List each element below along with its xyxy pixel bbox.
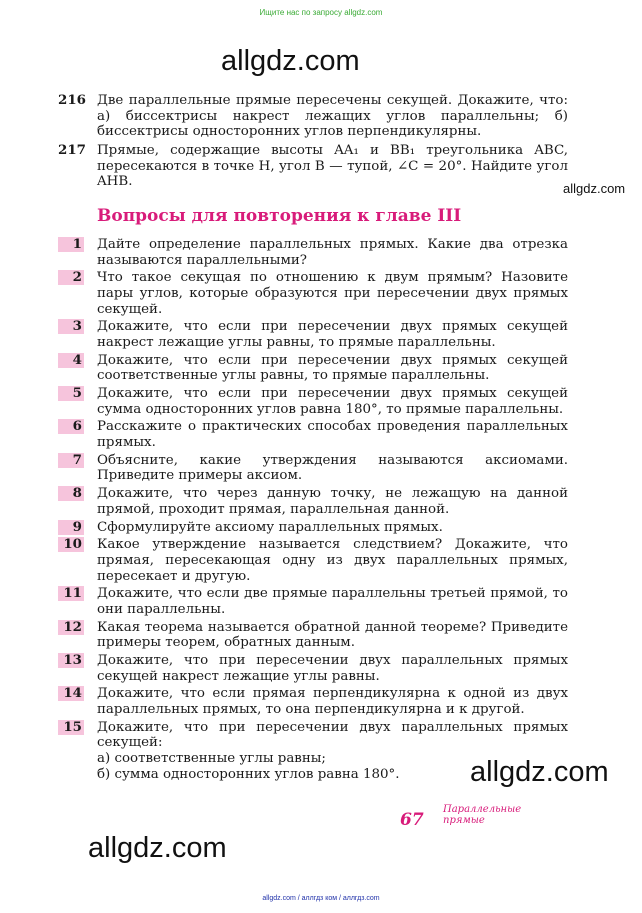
question-item [58, 270, 568, 317]
question-subitem: б) сумма односторонних углов равна 180°. [97, 766, 400, 782]
question-item [58, 319, 568, 350]
question-item [58, 686, 568, 717]
problem-number: 217 [58, 142, 86, 158]
question-text: Что такое секущая по отношению к двум прямым? Назовите пары углов, которые образуются при пересечении двух прямых секущей. [97, 270, 568, 317]
question-number: 5 [58, 386, 84, 401]
question-text: Докажите, что если две прямые параллельны третьей прямой, то они параллельны. [97, 586, 568, 617]
question-text: Сформулируйте аксиому параллельных прямых. [97, 519, 443, 535]
problem-text: Прямые, содержащие высоты AA₁ и BB₁ треугольника ABC, пересекаются в точке H, угол B — тупой, ∠C = 20°. Найдите угол AHB. [97, 143, 568, 190]
question-number: 3 [58, 319, 84, 334]
running-title-line: прямые [443, 815, 485, 826]
question-item [58, 419, 568, 450]
question-number: 9 [58, 520, 84, 535]
question-item [58, 653, 568, 684]
question-item [58, 386, 568, 417]
question-number: 14 [58, 686, 84, 701]
question-number: 11 [58, 586, 84, 601]
question-number: 8 [58, 486, 84, 501]
question-text: Какая теорема называется обратной данной теореме? Приведите примеры теорем, обратных данным. [97, 619, 568, 651]
review-questions-list [58, 237, 568, 784]
question-text: Докажите, что если при пересечении двух прямых секущей сумма односторонних углов равна 180°, то прямые параллельны. [97, 386, 568, 417]
question-item [58, 537, 568, 584]
question-subitem: а) соответственные углы равны; [97, 751, 326, 767]
problem-217 [58, 143, 568, 190]
section-title: Вопросы для повторения к главе III [97, 206, 462, 226]
question-text: Объясните, какие утверждения называются аксиомами. Приведите примеры аксиом. [97, 452, 568, 484]
question-item [58, 520, 568, 536]
problem-number: 216 [58, 92, 86, 108]
question-number: 15 [58, 720, 84, 735]
problem-text: Две параллельные прямые пересечены секущей. Докажите, что: а) биссектрисы накрест лежащих углов параллельны; б) биссектрисы односторонних углов перпендикулярны. [97, 93, 568, 140]
question-item [58, 620, 568, 651]
question-text: Докажите, что если при пересечении двух прямых секущей соответственные углы равны, то прямые параллельны. [97, 352, 568, 384]
bottom-note: allgdz.com / аллгдз ком / аллгдз.com [262, 895, 380, 902]
question-text: Дайте определение параллельных прямых. Какие два отрезка называются параллельными? [97, 237, 568, 268]
question-item [58, 486, 568, 517]
watermark: allgdz.com [221, 45, 360, 77]
question-item [58, 453, 568, 484]
running-title [443, 804, 543, 826]
question-number: 4 [58, 353, 84, 368]
watermark: allgdz.com [88, 832, 227, 864]
question-text: Докажите, что если при пересечении двух прямых секущей накрест лежащие углы равны, то прямые параллельны. [97, 319, 568, 350]
question-number: 7 [58, 453, 84, 468]
watermark: allgdz.com [563, 181, 626, 196]
question-number: 2 [58, 270, 84, 285]
question-number: 1 [58, 237, 84, 252]
question-text: Докажите, что если прямая перпендикулярна к одной из двух параллельных прямых, то она перпендикулярна и к другой. [97, 686, 568, 718]
question-number: 6 [58, 419, 84, 434]
question-text: Докажите, что через данную точку, не лежащую на данной прямой, проходит прямая, параллельная данной. [97, 486, 568, 517]
top-search-note: Ищите нас по запросу allgdz.com [259, 8, 383, 17]
page-number: 67 [400, 810, 424, 830]
question-item [58, 586, 568, 617]
problem-216 [58, 93, 568, 140]
question-text: Докажите, что при пересечении двух параллельных прямых секущей накрест лежащие углы равны. [97, 653, 568, 684]
question-text: Расскажите о практических способах проведения параллельных прямых. [97, 419, 568, 451]
question-item [58, 720, 568, 782]
watermark: allgdz.com [470, 756, 609, 788]
question-item [58, 237, 568, 268]
running-title-line: Параллельные [443, 804, 522, 815]
question-text: Докажите, что при пересечении двух параллельных прямых секущей: [97, 719, 568, 751]
question-item [58, 353, 568, 384]
question-number: 10 [58, 537, 84, 552]
question-number: 12 [58, 620, 84, 635]
question-number: 13 [58, 653, 84, 668]
question-text: Какое утверждение называется следствием? Докажите, что прямая, пересекающая одну из двух параллельных прямых, пересекает и другую. [97, 537, 568, 584]
